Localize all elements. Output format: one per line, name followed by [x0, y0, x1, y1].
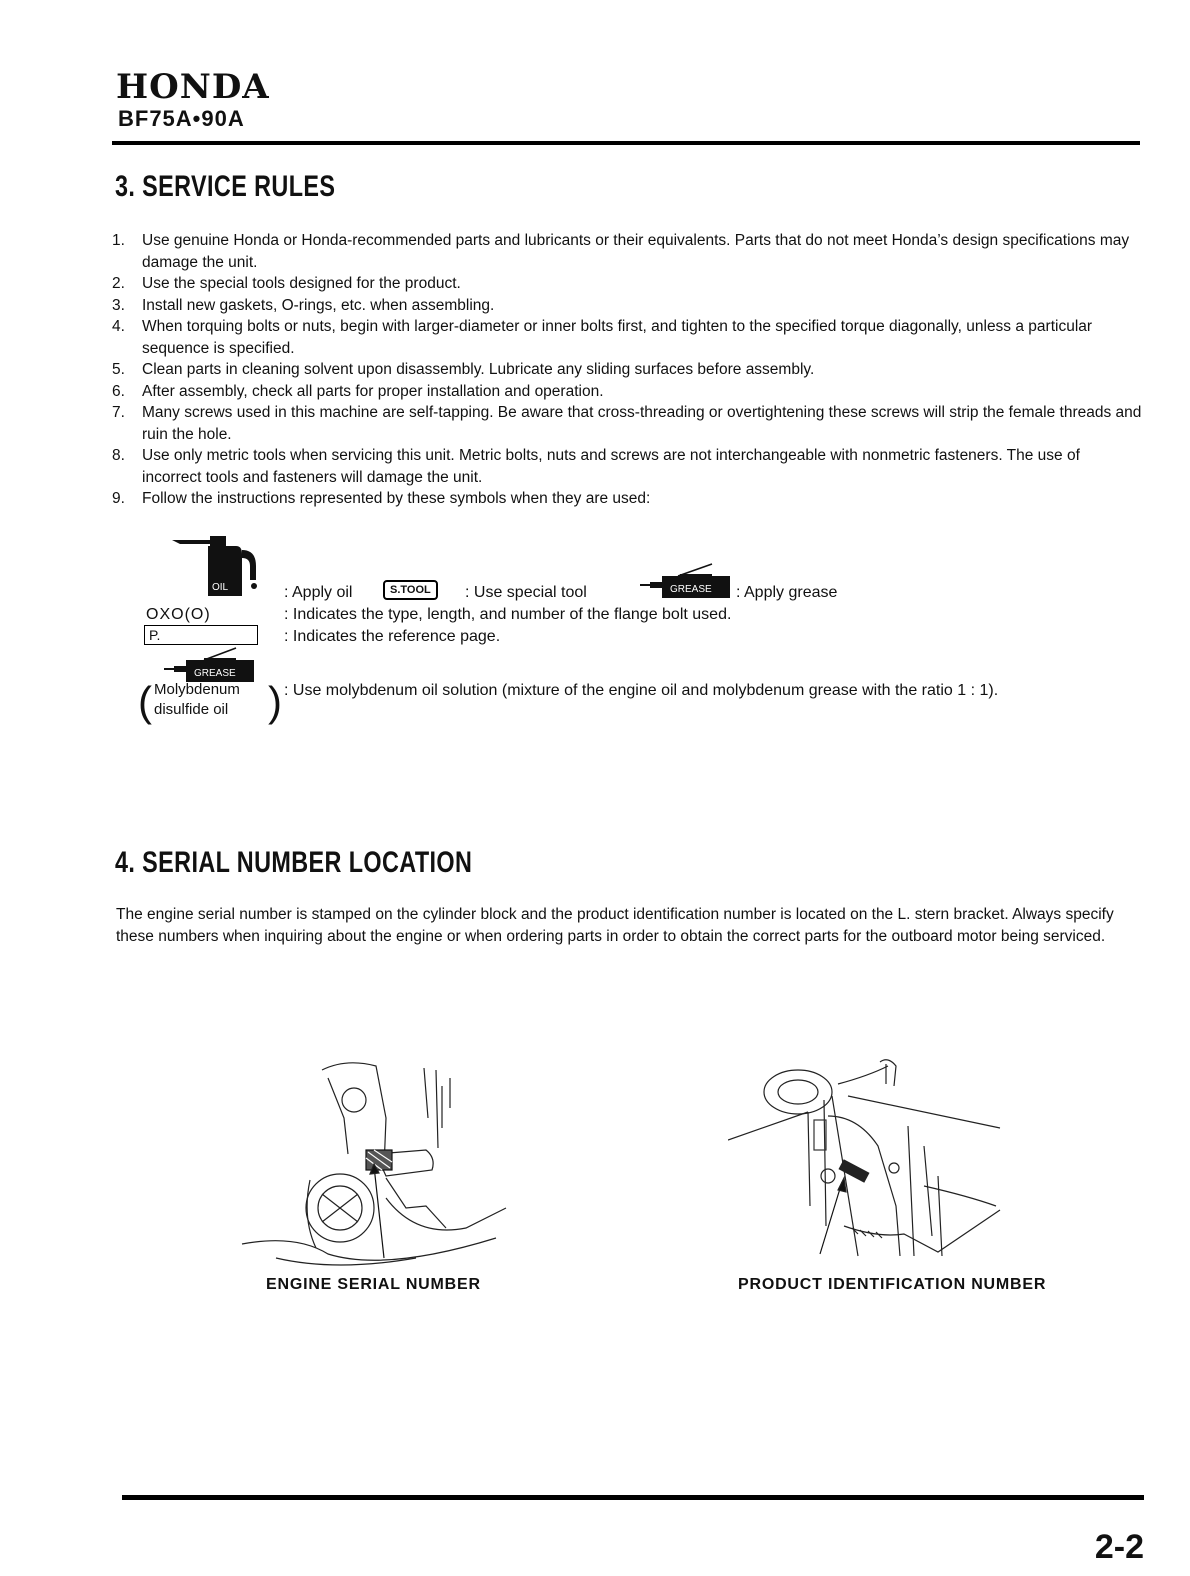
right-paren: ) — [268, 678, 282, 725]
header-rule — [112, 141, 1140, 145]
list-number: 4. — [112, 318, 125, 335]
left-paren: ( — [138, 678, 152, 725]
list-item — [112, 230, 1142, 273]
list-text: Many screws used in this machine are self-tapping. Be aware that cross-threading or overtightening these screws will strip the female threads and ruin the hole. — [142, 404, 1142, 443]
oil-icon-label: OIL — [212, 582, 229, 593]
grease-icon — [640, 562, 732, 600]
molybdenum-grease-icon — [164, 646, 256, 684]
reference-page-box — [144, 625, 258, 645]
serial-number-intro: The engine serial number is stamped on the cylinder block and the product identification number is located on the L. stern bracket. Always specify these numbers when inquiring about the engine or when ordering parts in order to obtain the correct parts for the outboard motor being serviced. — [116, 906, 1114, 945]
list-item — [112, 402, 1142, 445]
apply-oil-text: : Apply oil — [284, 584, 353, 601]
section-title-service-rules: 3. SERVICE RULES — [115, 170, 336, 203]
special-tool-icon: S.TOOL — [383, 580, 438, 600]
list-text: Install new gaskets, O-rings, etc. when assembling. — [142, 296, 495, 314]
apply-grease-text: : Apply grease — [736, 584, 838, 601]
brand-logo: HONDA — [116, 67, 270, 107]
product-identification-caption: PRODUCT IDENTIFICATION NUMBER — [738, 1276, 1047, 1293]
reference-page-label: P. — [149, 627, 161, 643]
section-title-serial-number: 4. SERIAL NUMBER LOCATION — [115, 846, 473, 879]
flange-bolt-description: : Indicates the type, length, and number of the flange bolt used. — [284, 606, 732, 623]
list-number: 6. — [112, 382, 125, 400]
molybdenum-grease-icon-label: GREASE — [194, 668, 236, 679]
list-number: 2. — [112, 275, 125, 292]
list-number: 3. — [112, 296, 125, 314]
list-item — [112, 273, 1142, 295]
model-name: BF75A•90A — [118, 106, 245, 131]
list-text: Use the special tools designed for the product. — [142, 275, 461, 292]
list-item — [112, 381, 1142, 403]
list-number: 5. — [112, 361, 125, 378]
list-text: Use only metric tools when servicing this unit. Metric bolts, nuts and screws are not interchangeable with nonmetric fasteners. The use of incorrect tools and fasteners will damage the unit. — [142, 447, 1080, 486]
list-item — [112, 359, 1142, 381]
engine-serial-number-caption: ENGINE SERIAL NUMBER — [266, 1276, 481, 1293]
list-text: After assembly, check all parts for proper installation and operation. — [142, 382, 604, 400]
list-item — [112, 488, 1142, 510]
service-rules-list — [112, 230, 1142, 510]
grease-icon-label: GREASE — [670, 584, 712, 595]
molybdenum-line2: disulfide oil — [154, 701, 229, 718]
list-item — [112, 445, 1142, 488]
molybdenum-label — [138, 678, 282, 725]
molybdenum-description: : Use molybdenum oil solution (mixture of the engine oil and molybdenum grease with the ratio 1 : 1). — [284, 682, 999, 699]
list-text: Follow the instructions represented by these symbols when they are used: — [142, 490, 651, 507]
reference-page-description: : Indicates the reference page. — [284, 628, 501, 645]
molybdenum-line1: Molybdenum — [154, 681, 240, 698]
list-text: Clean parts in cleaning solvent upon disassembly. Lubricate any sliding surfaces before assembly. — [142, 361, 815, 378]
use-special-tool-text: : Use special tool — [465, 584, 587, 601]
product-identification-diagram — [728, 1056, 1003, 1271]
engine-serial-number-diagram — [236, 1058, 526, 1268]
list-number: 8. — [112, 447, 125, 464]
page-number: 2-2 — [1094, 1528, 1144, 1566]
special-tool-symbol — [383, 580, 438, 600]
list-text: Use genuine Honda or Honda-recommended parts and lubricants or their equivalents. Parts that do not meet Honda’s design specifications may damage the unit. — [142, 232, 1130, 271]
list-number: 7. — [112, 404, 125, 421]
list-item — [112, 316, 1142, 359]
footer-rule — [122, 1495, 1144, 1500]
list-number: 9. — [112, 490, 125, 507]
list-number: 1. — [112, 232, 125, 249]
flange-bolt-code: OXO(O) — [146, 606, 211, 623]
oil-can-icon — [170, 532, 262, 596]
list-item — [112, 295, 1142, 317]
list-text: When torquing bolts or nuts, begin with larger-diameter or inner bolts first, and tighten to the specified torque diagonally, unless a particular sequence is specified. — [142, 318, 1093, 357]
